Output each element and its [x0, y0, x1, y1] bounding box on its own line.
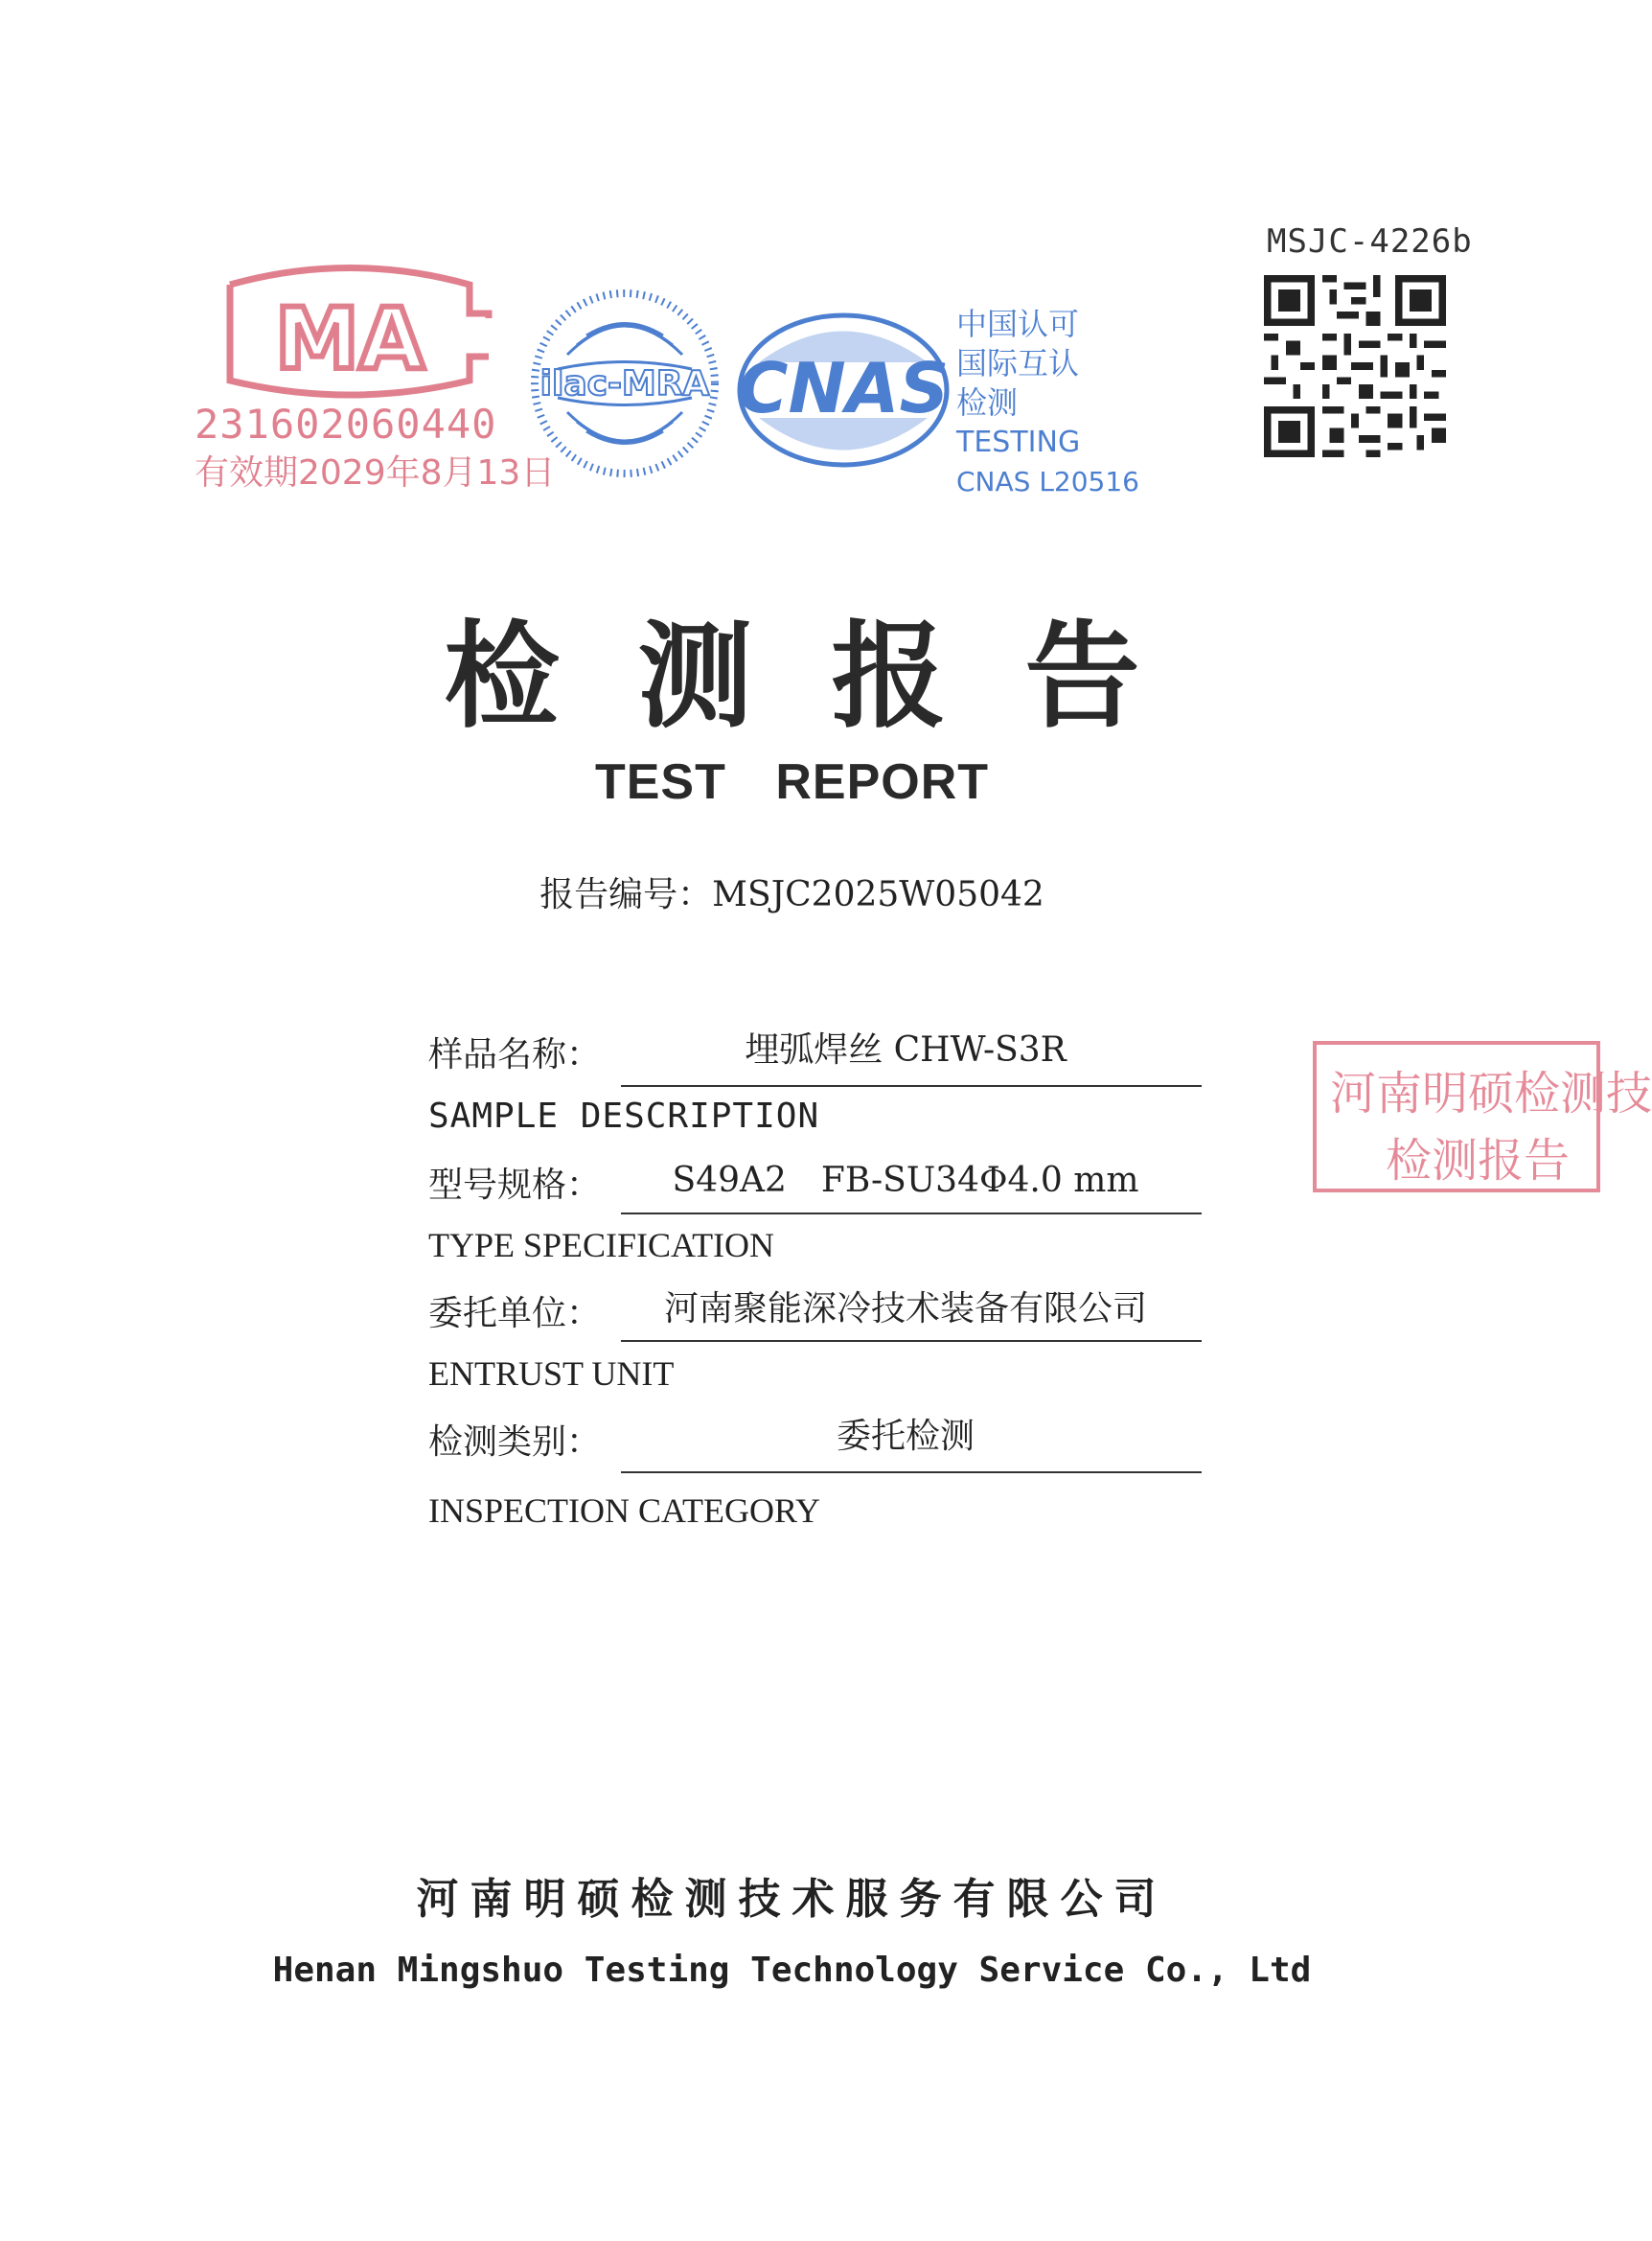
ilac-mra-logo-icon: [529, 288, 721, 479]
seal-line: 河南明硕检测技: [1330, 1067, 1652, 1120]
report-number: 报告编号：MSJC2025W05042: [539, 875, 1044, 914]
underline: [621, 1213, 1202, 1214]
cma-number: 231602060440: [195, 401, 497, 448]
report-title-cn: 检测报告: [444, 609, 1219, 744]
inspection-category-en-label: INSPECTION CATEGORY: [428, 1491, 821, 1530]
cnas-logo-icon: [730, 305, 956, 475]
entrust-unit-label: 委托单位：: [428, 1294, 602, 1333]
qr-code-icon: [1264, 275, 1446, 457]
underline: [621, 1085, 1202, 1087]
document-code: MSJC-4226b: [1267, 222, 1473, 261]
cnas-line: CNAS L20516: [956, 466, 1139, 497]
report-title-en: TEST REPORT: [594, 754, 990, 810]
cnas-line: 检测: [956, 384, 1019, 421]
sample-name-value: 埋弧焊丝 CHW-S3R: [745, 1030, 1067, 1070]
cnas-line: 中国认可: [956, 306, 1080, 342]
ilac-mark: ilac-MRA: [539, 364, 710, 404]
cma-validity: 有效期2029年8月13日: [195, 453, 556, 493]
company-name-cn: 河南明硕检测技术服务有限公司: [416, 1875, 1168, 1924]
type-specification-label: TYPE SPECIFICATION: [428, 1226, 775, 1264]
sample-name-label: 样品名称：: [428, 1035, 602, 1074]
sample-description-label: SAMPLE DESCRIPTION: [428, 1097, 820, 1136]
cnas-line: TESTING: [956, 426, 1081, 459]
entrust-unit-en-label: ENTRUST UNIT: [428, 1354, 675, 1393]
underline: [621, 1340, 1202, 1342]
seal-line: 检测报告: [1386, 1134, 1571, 1188]
type-spec-label: 型号规格：: [428, 1166, 602, 1205]
cnas-line: 国际互认: [956, 345, 1080, 381]
underline: [621, 1471, 1202, 1473]
inspection-category-label: 检测类别：: [428, 1422, 602, 1462]
type-spec-value: S49A2 FB-SU34Φ4.0 mm: [672, 1161, 1139, 1200]
seal-stamp: [1313, 1041, 1652, 1192]
cnas-caption: [956, 305, 1139, 501]
company-name-en: Henan Mingshuo Testing Technology Service Co., Ltd: [272, 1951, 1312, 1990]
cnas-mark: CNAS: [737, 348, 950, 428]
cma-mark: MA: [275, 289, 424, 388]
inspection-category-value: 委托检测: [836, 1417, 975, 1456]
entrust-unit-value: 河南聚能深冷技术装备有限公司: [663, 1289, 1147, 1328]
